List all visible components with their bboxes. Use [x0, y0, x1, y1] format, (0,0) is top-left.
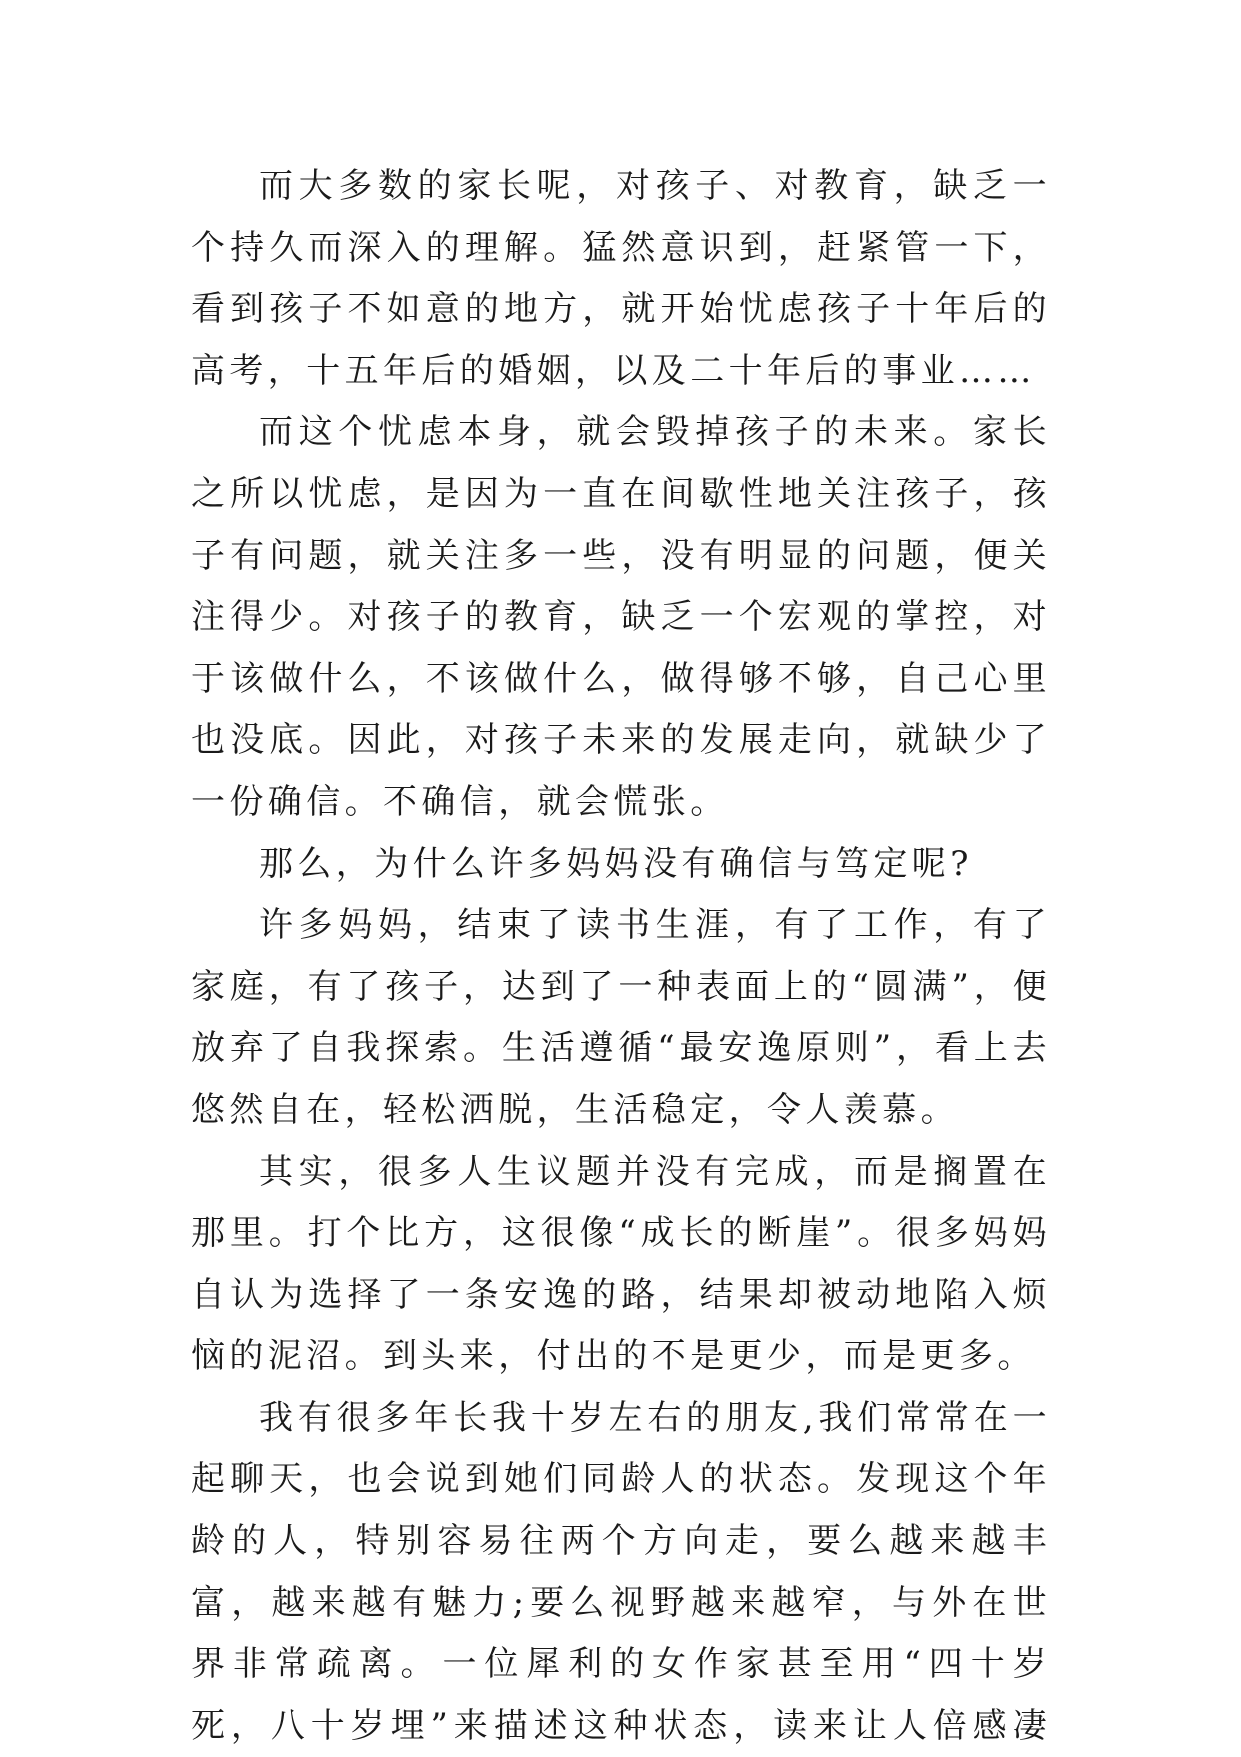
paragraph: 我有很多年长我十岁左右的朋友,我们常常在一起聊天，也会说到她们同龄人的状态。发现这个年龄的人，特别容易往两个方向走，要么越来越丰富，越来越有魅力;要么视野越来越窄，与外在世界非常疏离。一位犀利的女作家甚至用“四十岁死，八十岁埋”来描述这种状态，读来让人倍感凄 — [191, 1397, 1051, 1746]
paragraph: 而大多数的家长呢，对孩子、对教育，缺乏一个持久而深入的理解。猛然意识到，赶紧管一下，看到孩子不如意的地方，就开始忧虑孩子十年后的高考，十五年后的婚姻，以及二十年后的事业…… — [191, 166, 1051, 391]
paragraph: 许多妈妈，结束了读书生涯，有了工作，有了家庭，有了孩子，达到了一种表面上的“圆满”，便放弃了自我探索。生活遵循“最安逸原则”，看上去悠然自在，轻松洒脱，生活稳定，令人羡慕。 — [191, 905, 1051, 1130]
paragraph: 那么，为什么许多妈妈没有确信与笃定呢? — [259, 843, 973, 884]
document-body — [191, 156, 1051, 1757]
paragraph: 其实，很多人生议题并没有完成，而是搁置在那里。打个比方，这很像“成长的断崖”。很多妈妈自认为选择了一条安逸的路，结果却被动地陷入烦恼的泥沼。到头来，付出的不是更少，而是更多。 — [191, 1151, 1051, 1377]
paragraph: 而这个忧虑本身，就会毁掉孩子的未来。家长之所以忧虑，是因为一直在间歇性地关注孩子，孩子有问题，就关注多一些，没有明显的问题，便关注得少。对孩子的教育，缺乏一个宏观的掌控，对于该做什么，不该做什么，做得够不够，自己心里也没底。因此，对孩子未来的发展走向，就缺少了一份确信。不确信，就会慌张。 — [191, 412, 1051, 822]
